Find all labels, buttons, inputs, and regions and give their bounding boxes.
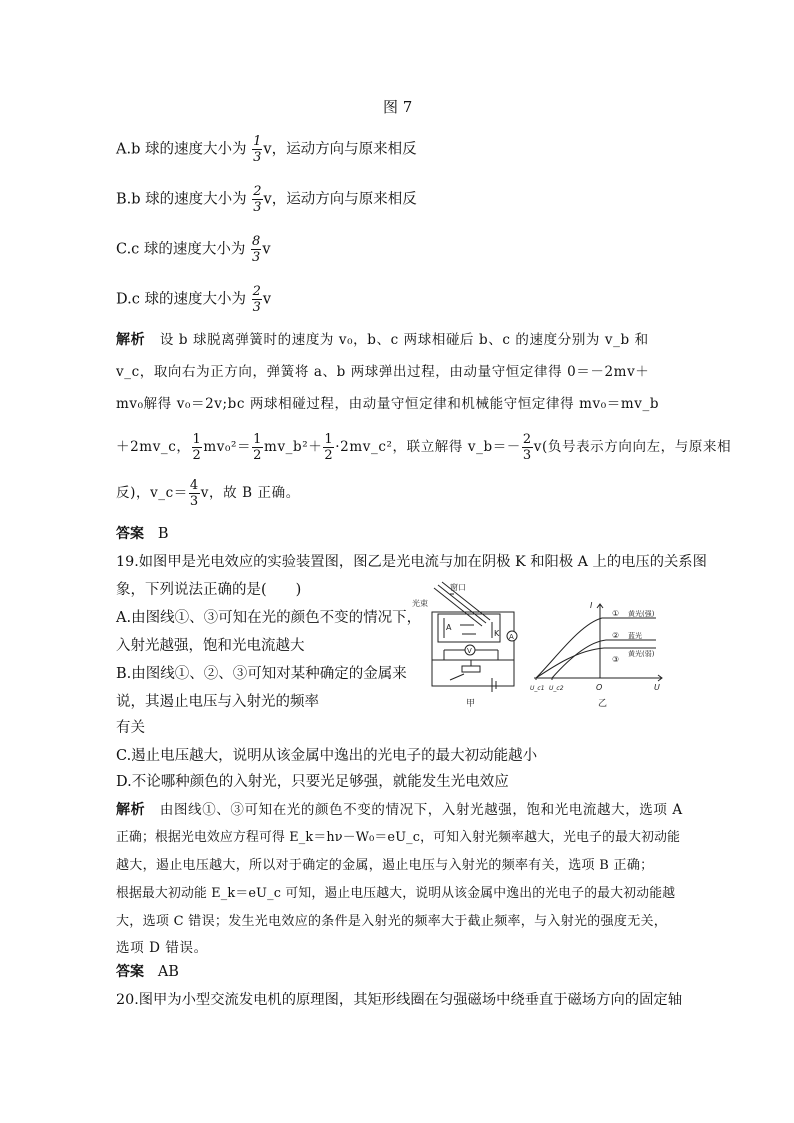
origin-label: O [596,683,603,692]
switch-icon [450,674,464,680]
option-c-text: C.c 球的速度大小为 [116,241,251,258]
q18-answer [116,524,168,544]
q19-option-a-line2: 入射光越强，饱和光电流越大 [116,638,305,654]
q18-solution-line4 [116,432,731,463]
q19-solution-line4: 根据最大初动能 E_k＝eU_c 可知，遏止电压越大，说明从该金属中逸出的光电子的最大初动能越 [116,886,676,901]
option-a-suffix: v，运动方向与原来相反 [263,141,417,158]
fraction: $\frac{4}{3}$ [189,478,199,509]
cathode-label: K [494,629,500,638]
solution-text: mv₀²＝ [203,439,252,455]
curve-2-label: 蓝光 [628,632,642,640]
q19-option-b-line1: B.由图线①、②、③可知对某种确定的金属来 [116,666,407,682]
solution-text: 设 b 球脱离弹簧时的速度为 v₀，b、c 两球相碰后 b、c 的速度分别为 v_b 和 [159,332,649,348]
q19-solution-line6: 选项 D 错误。 [116,940,208,956]
q19-solution-line3: 越大，遏止电压越大，所以对于确定的金属，遏止电压与入射光的频率有关，选项 B 正确； [116,858,654,873]
anode-label: A [446,623,452,632]
option-d-fraction: $\frac{2}{3}$ [252,284,261,315]
option-a-fraction: $\frac{1}{3}$ [253,134,262,165]
rheostat-icon [462,666,480,672]
answer-value: AB [157,964,179,980]
figure-yi-chart [530,594,670,708]
option-c [116,234,271,265]
solution-text: v，故 B 正确。 [200,485,300,501]
solution-text: v(负号表示方向向左，与原来相 [533,439,732,455]
figure-jia-circuit [404,580,534,708]
q19-solution-line2: 正确；根据光电效应方程可得 E_k＝hν－W₀＝eU_c，可知入射光频率越大，光电子的最大初动能 [116,830,681,845]
option-d-text: D.c 球的速度大小为 [116,291,251,308]
answer-label: 答案 [116,964,144,980]
solution-text: ·2mv_c²，联立解得 v_b＝－ [335,439,521,455]
q20-stem-line1: 20.图甲为小型交流发电机的原理图，其矩形线圈在匀强磁场中绕垂直于磁场方向的固定轴 [116,992,683,1008]
option-d [116,284,271,315]
solution-text: 由图线①、③可知在光的颜色不变的情况下，入射光越强，饱和光电流越大，选项 A [159,802,683,818]
q19-stem-line1: 19.如图甲是光电效应的实验装置图，图乙是光电流与加在阴极 K 和阳极 A 上的电压的关系图 [116,554,707,570]
voltmeter-label: V [467,647,472,655]
q19-solution-line1 [116,800,683,820]
option-b [116,184,417,215]
option-b-text: B.b 球的速度大小为 [116,191,252,208]
light-label: 光束 [412,599,428,608]
solution-text: mv_b²＋ [264,439,323,455]
fraction: $\frac{2}{3}$ [522,432,532,463]
q18-solution-line3: mv₀解得 v₀＝2v;bc 两球相碰过程，由动量守恒定律和机械能守恒定律得 mv₀＝mv_b [116,396,660,412]
option-c-suffix: v [262,241,271,258]
solution-text: ＋2mv_c， [116,439,191,455]
solution-text: 反)，v_c＝ [116,485,188,501]
curve-2-number: ② [612,631,620,640]
option-a [116,134,417,165]
uc2-label: U_c2 [549,685,564,692]
q18-solution-line5 [116,478,300,509]
q19-option-b-line2: 说，其遏止电压与入射光的频率 [116,694,319,710]
option-d-suffix: v [262,291,272,308]
option-b-fraction: $\frac{2}{3}$ [253,184,262,215]
q18-solution-line1 [116,330,649,350]
curve-3-number: ③ [612,655,620,664]
x-axis-label: U [654,683,660,692]
figure-jia-caption: 甲 [466,699,476,708]
figure-caption: 图 7 [383,98,413,116]
curve-1-number: ① [612,609,620,618]
option-b-suffix: v，运动方向与原来相反 [263,191,417,208]
answer-value: B [157,526,169,542]
uc1-label: U_c1 [530,685,545,692]
q19-option-c: C.遏止电压越大，说明从该金属中逸出的光电子的最大初动能越小 [116,748,538,764]
fraction: $\frac{1}{2}$ [253,432,263,463]
figure-yi-caption: 乙 [598,699,608,708]
q18-solution-line2: v_c，取向右为正方向，弹簧将 a、b 两球弹出过程，由动量守恒定律得 0＝－2mv＋ [116,364,650,380]
ammeter-label: A [509,633,514,641]
curve-3-label: 黄光(弱) [628,650,655,658]
q19-option-b-line3: 有关 [116,720,145,736]
answer-label: 答案 [116,526,144,542]
q19-option-a-line1: A.由图线①、③可知在光的颜色不变的情况下， [116,610,422,626]
y-axis-label: I [590,601,593,610]
window-label: 窗口 [450,583,466,592]
q19-option-d: D.不论哪种颜色的入射光，只要光足够强，就能发生光电效应 [116,774,509,790]
solution-label: 解析 [116,332,146,348]
curve-1-label: 黄光(强) [628,610,655,618]
q19-solution-line5: 大，选项 C 错误；发生光电效应的条件是入射光的频率大于截止频率，与入射光的强度无关， [116,914,668,929]
option-c-fraction: $\frac{8}{3}$ [252,234,261,265]
q19-stem-line2: 象，下列说法正确的是( ) [116,582,302,598]
fraction: $\frac{1}{2}$ [192,432,202,463]
q19-answer [116,962,179,982]
fraction: $\frac{1}{2}$ [324,432,334,463]
solution-label: 解析 [116,802,146,818]
option-a-text: A.b 球的速度大小为 [116,141,252,158]
